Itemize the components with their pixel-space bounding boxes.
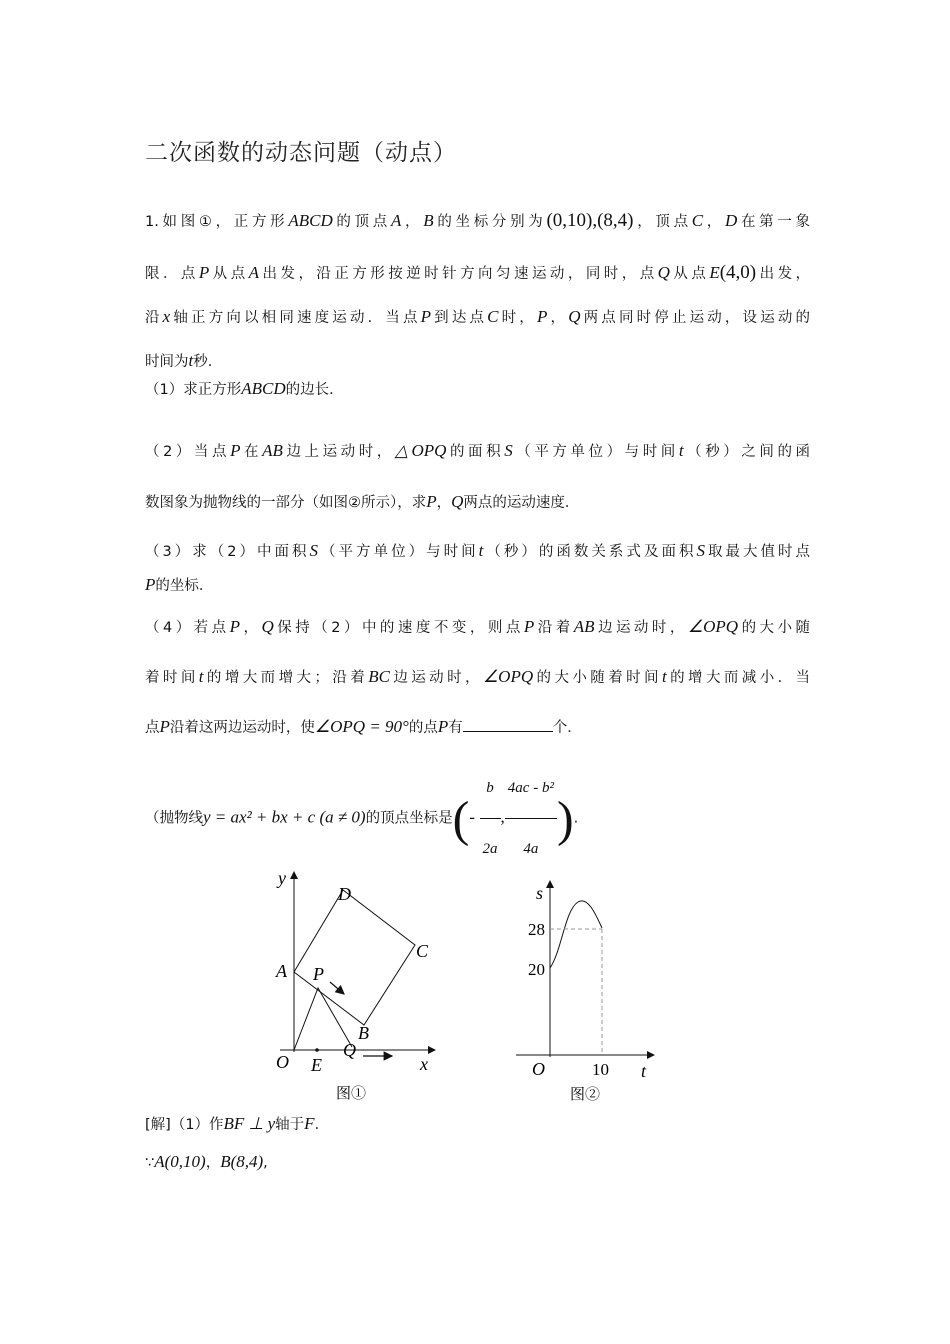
text: 的顶点 bbox=[332, 214, 391, 230]
math: ∠OPQ = 90° bbox=[314, 717, 409, 736]
math: ABCD bbox=[241, 379, 286, 398]
math: Q bbox=[261, 617, 274, 636]
math: (0,10),(8,4) bbox=[546, 210, 634, 231]
math: A bbox=[248, 263, 260, 282]
answer-blank bbox=[463, 717, 553, 732]
label-b: B bbox=[358, 1023, 369, 1043]
question-2-line-1 bbox=[145, 440, 810, 463]
math: P bbox=[437, 717, 449, 736]
math: Q bbox=[568, 307, 581, 326]
solution-line-1 bbox=[145, 1113, 810, 1136]
text: 保持（2）中的速度不变，则点 bbox=[273, 620, 524, 636]
text: 轴于 bbox=[275, 1117, 305, 1133]
problem-line-2 bbox=[145, 262, 810, 285]
math: y = ax² + bx + c (a ≠ 0) bbox=[203, 807, 366, 827]
math: P bbox=[159, 717, 170, 736]
text: 的大小随着时间 bbox=[533, 670, 662, 686]
text: [解]（1）作 bbox=[145, 1117, 224, 1133]
label-d: D bbox=[338, 884, 351, 904]
caption-figure-2: 图② bbox=[570, 1087, 601, 1103]
text: 到达点 bbox=[431, 310, 488, 326]
math: ∠OPQ bbox=[687, 617, 739, 636]
label-s: s bbox=[536, 883, 544, 903]
text: 的增大而增大；沿着 bbox=[203, 670, 369, 686]
math: ABCD bbox=[288, 211, 333, 230]
math: C bbox=[691, 211, 704, 230]
text: （4）若点 bbox=[145, 620, 230, 636]
right-paren: ) bbox=[556, 790, 574, 847]
math: x bbox=[162, 307, 171, 326]
text: 两点的运动速度． bbox=[463, 495, 580, 511]
label-o: O bbox=[276, 1052, 289, 1072]
text: ． bbox=[314, 1117, 330, 1133]
question-3-line-2 bbox=[145, 574, 810, 597]
parabola-curve bbox=[550, 901, 602, 968]
text: 出发，沿正方形按逆时针方向匀速运动，同时，点 bbox=[259, 266, 658, 282]
label-o: O bbox=[532, 1059, 545, 1079]
label-10: 10 bbox=[592, 1060, 609, 1079]
text: 的面积 bbox=[446, 444, 505, 460]
text: ∵ bbox=[145, 1155, 155, 1171]
text: 点 bbox=[145, 720, 160, 736]
point-e bbox=[315, 1048, 319, 1052]
math: A(0,10) bbox=[154, 1152, 206, 1171]
math: ∠OPQ bbox=[482, 667, 534, 686]
label-a: A bbox=[276, 961, 287, 981]
label-28: 28 bbox=[528, 920, 545, 939]
text: 着时间 bbox=[145, 670, 199, 686]
text: 沿着这两边运动时，使 bbox=[169, 720, 315, 736]
text: ， bbox=[703, 214, 725, 230]
text: 时间为 bbox=[145, 354, 189, 370]
text: 1.如图①，正方形 bbox=[145, 214, 289, 230]
math: P bbox=[198, 263, 210, 282]
math: P bbox=[426, 492, 437, 511]
math: P bbox=[230, 441, 241, 460]
text: 秒． bbox=[193, 354, 223, 370]
text: 的大小随 bbox=[738, 620, 811, 636]
label-x: x bbox=[420, 1054, 428, 1074]
text: （秒）的函数关系式及面积 bbox=[483, 544, 697, 560]
math: (4,0) bbox=[719, 262, 757, 283]
text: ， bbox=[205, 1155, 221, 1171]
text: 边上运动时， bbox=[282, 444, 395, 460]
problem-line-3 bbox=[145, 306, 810, 329]
text: （平方单位）与时间 bbox=[512, 444, 679, 460]
math: △OPQ bbox=[394, 441, 447, 460]
text: 在 bbox=[240, 444, 263, 460]
left-paren: ( bbox=[452, 790, 470, 847]
text: 数图象为抛物线的一部分（如图②所示），求 bbox=[145, 495, 427, 511]
text: 有 bbox=[448, 720, 463, 736]
math: B bbox=[423, 211, 434, 230]
page-title: 二次函数的动态问题（动点） bbox=[145, 140, 457, 166]
math: B(8,4) bbox=[220, 1152, 264, 1171]
math: P bbox=[145, 575, 156, 594]
text: 的点 bbox=[408, 720, 438, 736]
fraction-vertex-y bbox=[505, 758, 557, 879]
text: 的边长． bbox=[285, 382, 344, 398]
text: ， bbox=[240, 620, 262, 636]
label-q: Q bbox=[343, 1040, 356, 1060]
figure-1 bbox=[270, 860, 450, 1110]
text: （2）当点 bbox=[145, 444, 231, 460]
figure-2 bbox=[510, 875, 670, 1110]
label-c: C bbox=[416, 941, 429, 961]
question-1 bbox=[145, 378, 810, 401]
math: C bbox=[487, 307, 499, 326]
math: Q bbox=[451, 492, 464, 511]
math: A bbox=[390, 211, 402, 230]
fraction-b-over-2a bbox=[480, 758, 501, 879]
text: 时， bbox=[498, 310, 537, 326]
math: t bbox=[478, 541, 484, 560]
problem-line-1 bbox=[145, 210, 810, 233]
label-20: 20 bbox=[528, 960, 545, 979]
label-p: P bbox=[313, 964, 324, 984]
text: （秒）之间的函 bbox=[683, 444, 811, 460]
text: 限．点 bbox=[145, 266, 199, 282]
text: ， bbox=[547, 310, 569, 326]
text: （抛物线 bbox=[145, 810, 203, 827]
denominator: 2a bbox=[482, 841, 498, 857]
text: 沿着 bbox=[534, 620, 574, 636]
solution-line-2 bbox=[145, 1151, 810, 1174]
math: , bbox=[500, 807, 505, 827]
label-y: y bbox=[278, 868, 286, 888]
label-e: E bbox=[311, 1055, 322, 1075]
square-abcd bbox=[294, 890, 415, 1025]
question-2-line-2 bbox=[145, 491, 810, 514]
numerator: 4ac - b² bbox=[505, 758, 557, 819]
math: - bbox=[469, 807, 475, 827]
math: D bbox=[724, 211, 738, 230]
question-3-line-1 bbox=[145, 540, 810, 563]
text: 取最大值时点 bbox=[704, 544, 811, 560]
question-4-line-2 bbox=[145, 666, 810, 689]
text: . bbox=[573, 810, 579, 827]
text: （1）求正方形 bbox=[145, 382, 242, 398]
text: 个． bbox=[552, 720, 582, 736]
text: 的坐标分别为 bbox=[433, 214, 547, 230]
math: t bbox=[661, 667, 667, 686]
math: BF ⊥ y bbox=[223, 1114, 276, 1133]
text: 从点 bbox=[669, 266, 710, 282]
text: , bbox=[263, 1155, 268, 1171]
math: S bbox=[696, 541, 705, 560]
math: P bbox=[523, 617, 535, 636]
text: 的顶点坐标是 bbox=[365, 810, 453, 827]
text: 从点 bbox=[209, 266, 249, 282]
math: F bbox=[304, 1114, 315, 1133]
text: 沿 bbox=[145, 310, 163, 326]
text: ，顶点 bbox=[633, 214, 692, 230]
math: P bbox=[536, 307, 548, 326]
label-t: t bbox=[641, 1061, 647, 1081]
math: S bbox=[309, 541, 319, 560]
text: 的增大而减小．当 bbox=[666, 670, 811, 686]
math: Q bbox=[657, 263, 670, 282]
math: BC bbox=[368, 667, 390, 686]
hint-line bbox=[145, 758, 810, 879]
math: AB bbox=[262, 441, 283, 460]
text: 出发， bbox=[756, 266, 811, 282]
numerator: b bbox=[480, 758, 501, 819]
text: 的坐标． bbox=[155, 578, 214, 594]
math: t bbox=[678, 441, 684, 460]
text: 在第一象 bbox=[737, 214, 811, 230]
text: 轴正方向以相同速度运动．当点 bbox=[170, 310, 421, 326]
question-4-line-3 bbox=[145, 716, 810, 739]
text: ， bbox=[401, 214, 424, 230]
text: ， bbox=[436, 495, 452, 511]
math: P bbox=[229, 617, 241, 636]
text: （3）求（2）中面积 bbox=[145, 544, 310, 560]
math: E bbox=[709, 263, 720, 282]
math: AB bbox=[573, 617, 595, 636]
math: t bbox=[198, 667, 204, 686]
question-4-line-1 bbox=[145, 616, 810, 639]
text: 边运动时， bbox=[389, 670, 483, 686]
text: 两点同时停止运动，设运动的 bbox=[580, 310, 811, 326]
math: S bbox=[504, 441, 513, 460]
caption-figure-1: 图① bbox=[336, 1086, 367, 1102]
p-direction-arrow bbox=[330, 982, 344, 994]
math: t bbox=[188, 351, 194, 370]
denominator: 4a bbox=[523, 841, 539, 857]
text: 边运动时， bbox=[594, 620, 688, 636]
problem-line-4 bbox=[145, 350, 810, 373]
math: P bbox=[420, 307, 431, 326]
text: （平方单位）与时间 bbox=[318, 544, 479, 560]
